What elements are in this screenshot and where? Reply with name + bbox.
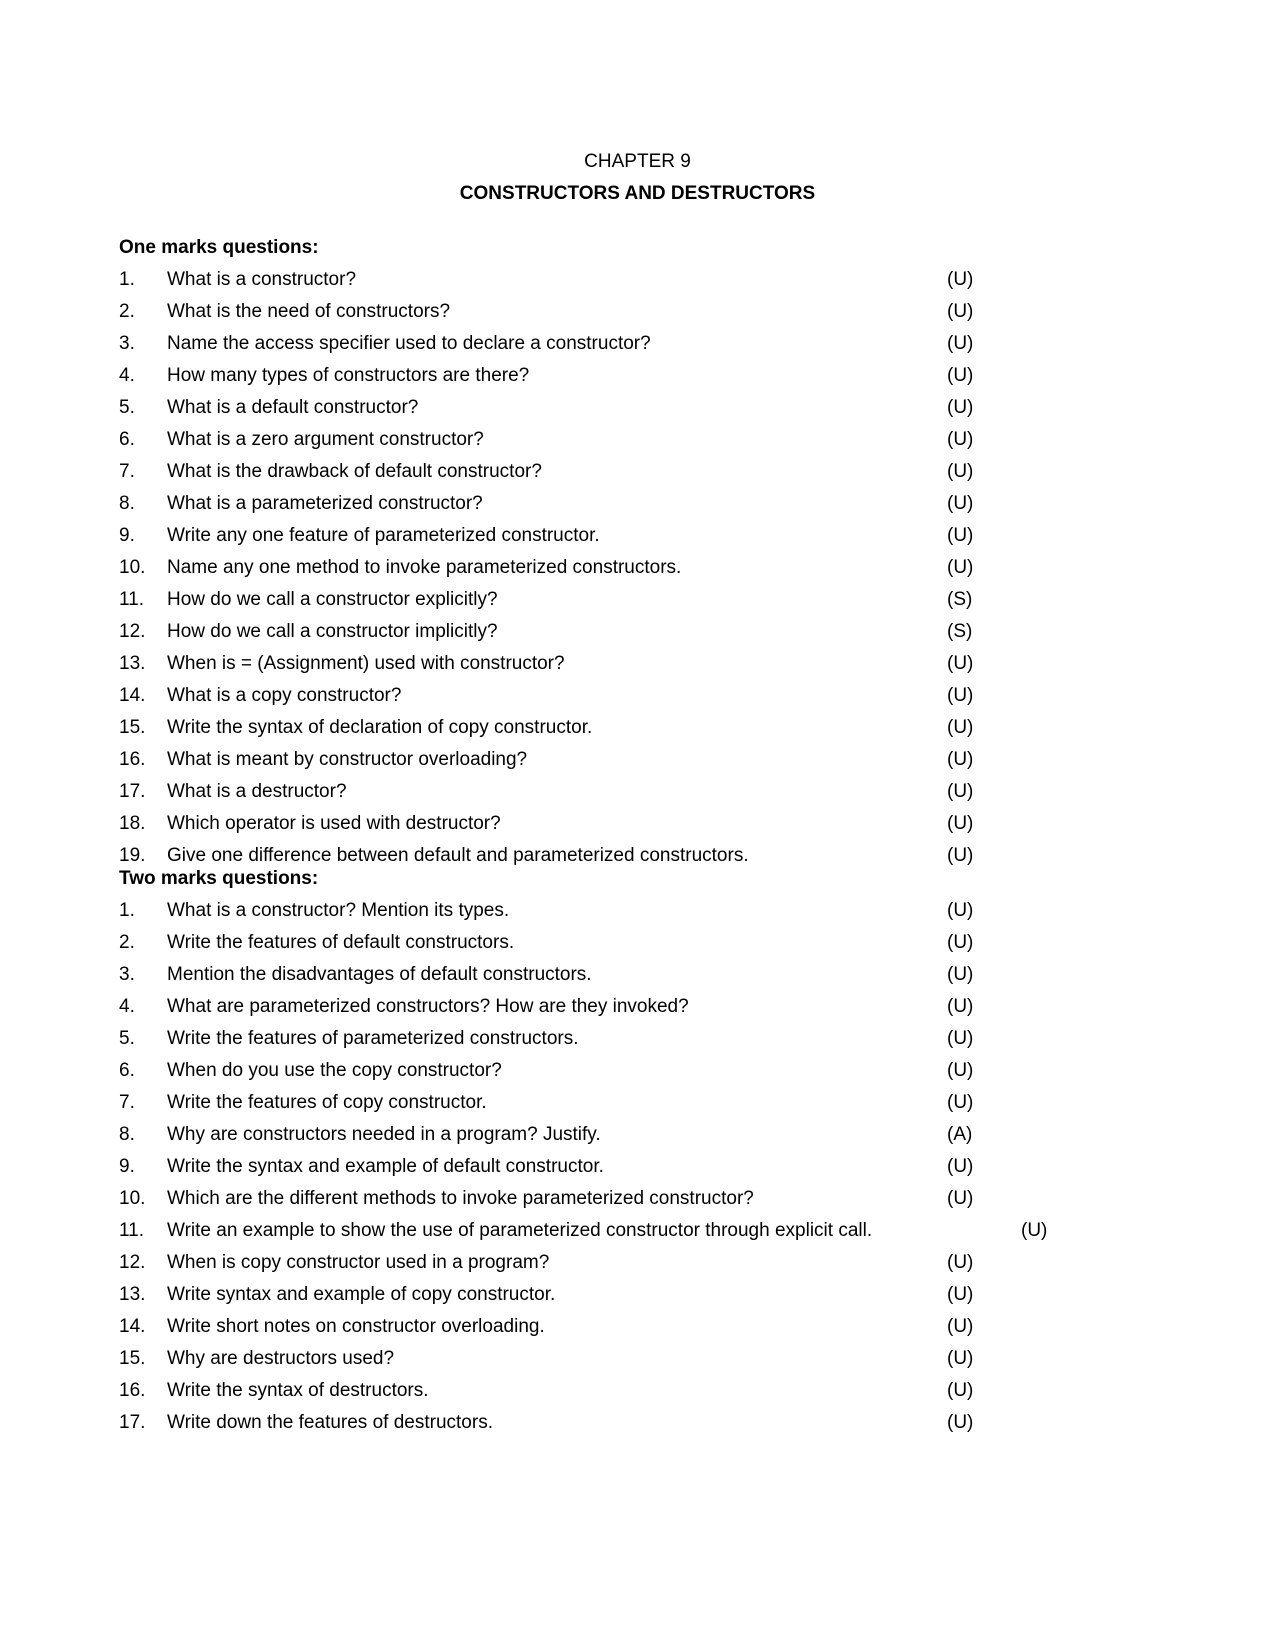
question-level-tag: (U) bbox=[947, 557, 974, 578]
question-level-tag: (U) bbox=[947, 365, 974, 386]
chapter-label: CHAPTER 9 bbox=[584, 151, 691, 172]
question-level-tag: (U) bbox=[947, 493, 974, 514]
question-level-tag: (U) bbox=[947, 1092, 974, 1113]
question-text: Why are constructors needed in a program? Justify. bbox=[167, 1124, 601, 1145]
question-text: How do we call a constructor implicitly? bbox=[167, 621, 498, 642]
question-number: 2. bbox=[119, 932, 135, 953]
question-text: Write short notes on constructor overloading. bbox=[167, 1316, 545, 1337]
question-text: Write the syntax of declaration of copy constructor. bbox=[167, 717, 593, 738]
question-row bbox=[119, 748, 1219, 780]
question-level-tag: (U) bbox=[947, 1028, 974, 1049]
question-text: Write the syntax of destructors. bbox=[167, 1380, 429, 1401]
question-text: Which are the different methods to invoke parameterized constructor? bbox=[167, 1188, 754, 1209]
question-text: When do you use the copy constructor? bbox=[167, 1060, 502, 1081]
question-text: What is a constructor? Mention its types. bbox=[167, 900, 510, 921]
question-row bbox=[119, 556, 1219, 588]
question-number: 9. bbox=[119, 1156, 135, 1177]
two-marks-section bbox=[119, 867, 1219, 1443]
section-heading-two-marks: Two marks questions: bbox=[119, 868, 319, 889]
question-number: 15. bbox=[119, 1348, 146, 1369]
question-text: What is a parameterized constructor? bbox=[167, 493, 483, 514]
question-row bbox=[119, 652, 1219, 684]
question-row bbox=[119, 1027, 1219, 1059]
question-text: Which operator is used with destructor? bbox=[167, 813, 501, 834]
question-level-tag: (U) bbox=[947, 717, 974, 738]
question-row bbox=[119, 460, 1219, 492]
question-text: What is a copy constructor? bbox=[167, 685, 402, 706]
question-text: Name the access specifier used to declare a constructor? bbox=[167, 333, 651, 354]
question-number: 5. bbox=[119, 1028, 135, 1049]
question-row bbox=[119, 1251, 1219, 1283]
question-number: 11. bbox=[119, 1220, 145, 1241]
question-row bbox=[119, 364, 1219, 396]
question-row bbox=[119, 492, 1219, 524]
question-row bbox=[119, 1123, 1219, 1155]
question-row bbox=[119, 684, 1219, 716]
question-level-tag: (U) bbox=[947, 461, 974, 482]
question-row bbox=[119, 588, 1219, 620]
question-text: Write the features of copy constructor. bbox=[167, 1092, 487, 1113]
question-number: 18. bbox=[119, 813, 146, 834]
question-level-tag: (U) bbox=[947, 685, 974, 706]
question-level-tag: (U) bbox=[947, 1412, 974, 1433]
question-number: 2. bbox=[119, 301, 135, 322]
question-number: 5. bbox=[119, 397, 135, 418]
question-number: 3. bbox=[119, 333, 135, 354]
question-level-tag: (A) bbox=[947, 1124, 973, 1145]
question-row bbox=[119, 524, 1219, 556]
question-level-tag: (U) bbox=[1021, 1220, 1048, 1241]
question-number: 1. bbox=[119, 269, 135, 290]
question-number: 8. bbox=[119, 493, 135, 514]
question-number: 14. bbox=[119, 1316, 146, 1337]
question-number: 7. bbox=[119, 1092, 135, 1113]
question-text: What is a zero argument constructor? bbox=[167, 429, 484, 450]
question-row bbox=[119, 1091, 1219, 1123]
question-number: 3. bbox=[119, 964, 135, 985]
question-level-tag: (U) bbox=[947, 749, 974, 770]
question-row bbox=[119, 1219, 1219, 1251]
question-text: What is a constructor? bbox=[167, 269, 357, 290]
question-row bbox=[119, 332, 1219, 364]
question-text: Write an example to show the use of parameterized constructor through explicit call. bbox=[167, 1220, 873, 1241]
question-number: 13. bbox=[119, 1284, 146, 1305]
one-marks-question-list bbox=[119, 268, 1219, 876]
question-level-tag: (S) bbox=[947, 589, 973, 610]
question-level-tag: (U) bbox=[947, 1156, 974, 1177]
question-text: Write the features of default constructors. bbox=[167, 932, 515, 953]
question-row bbox=[119, 1379, 1219, 1411]
question-number: 1. bbox=[119, 900, 135, 921]
question-text: Write the features of parameterized constructors. bbox=[167, 1028, 579, 1049]
question-number: 8. bbox=[119, 1124, 135, 1145]
question-level-tag: (U) bbox=[947, 1284, 974, 1305]
question-row bbox=[119, 300, 1219, 332]
question-number: 16. bbox=[119, 749, 146, 770]
question-level-tag: (U) bbox=[947, 525, 974, 546]
question-level-tag: (U) bbox=[947, 1316, 974, 1337]
question-row bbox=[119, 716, 1219, 748]
one-marks-section bbox=[119, 236, 1219, 876]
question-number: 6. bbox=[119, 429, 135, 450]
question-level-tag: (U) bbox=[947, 781, 974, 802]
question-text: Write any one feature of parameterized constructor. bbox=[167, 525, 600, 546]
question-row bbox=[119, 268, 1219, 300]
question-text: When is copy constructor used in a program? bbox=[167, 1252, 550, 1273]
question-row bbox=[119, 812, 1219, 844]
question-number: 17. bbox=[119, 1412, 146, 1433]
question-text: What are parameterized constructors? How are they invoked? bbox=[167, 996, 689, 1017]
question-level-tag: (U) bbox=[947, 397, 974, 418]
chapter-title: CONSTRUCTORS AND DESTRUCTORS bbox=[459, 183, 816, 204]
question-level-tag: (U) bbox=[947, 269, 974, 290]
question-number: 14. bbox=[119, 685, 146, 706]
question-text: Why are destructors used? bbox=[167, 1348, 395, 1369]
question-level-tag: (U) bbox=[947, 1252, 974, 1273]
question-row bbox=[119, 1155, 1219, 1187]
question-level-tag: (U) bbox=[947, 1348, 974, 1369]
question-number: 4. bbox=[119, 365, 135, 386]
question-number: 10. bbox=[119, 557, 146, 578]
question-text: How many types of constructors are there? bbox=[167, 365, 530, 386]
question-row bbox=[119, 1059, 1219, 1091]
question-level-tag: (U) bbox=[947, 964, 974, 985]
question-number: 17. bbox=[119, 781, 146, 802]
question-number: 9. bbox=[119, 525, 135, 546]
question-text: What is meant by constructor overloading? bbox=[167, 749, 528, 770]
question-level-tag: (U) bbox=[947, 333, 974, 354]
question-row bbox=[119, 1283, 1219, 1315]
question-number: 12. bbox=[119, 1252, 146, 1273]
question-number: 7. bbox=[119, 461, 135, 482]
question-row bbox=[119, 780, 1219, 812]
question-number: 6. bbox=[119, 1060, 135, 1081]
question-level-tag: (U) bbox=[947, 1060, 974, 1081]
question-text: What is the need of constructors? bbox=[167, 301, 451, 322]
question-row bbox=[119, 428, 1219, 460]
question-row bbox=[119, 396, 1219, 428]
question-level-tag: (U) bbox=[947, 301, 974, 322]
question-row bbox=[119, 1347, 1219, 1379]
question-level-tag: (U) bbox=[947, 845, 974, 866]
question-row bbox=[119, 995, 1219, 1027]
question-row bbox=[119, 899, 1219, 931]
question-row bbox=[119, 1315, 1219, 1347]
question-text: When is = (Assignment) used with constructor? bbox=[167, 653, 565, 674]
question-text: Write down the features of destructors. bbox=[167, 1412, 493, 1433]
question-level-tag: (U) bbox=[947, 1188, 974, 1209]
question-number: 13. bbox=[119, 653, 146, 674]
question-level-tag: (U) bbox=[947, 813, 974, 834]
question-level-tag: (U) bbox=[947, 932, 974, 953]
question-text: Write the syntax and example of default constructor. bbox=[167, 1156, 604, 1177]
question-text: What is the drawback of default constructor? bbox=[167, 461, 542, 482]
question-text: What is a destructor? bbox=[167, 781, 347, 802]
question-text: What is a default constructor? bbox=[167, 397, 419, 418]
question-number: 4. bbox=[119, 996, 135, 1017]
question-level-tag: (U) bbox=[947, 900, 974, 921]
question-text: How do we call a constructor explicitly? bbox=[167, 589, 498, 610]
question-row bbox=[119, 931, 1219, 963]
section-heading-one-marks: One marks questions: bbox=[119, 237, 319, 258]
question-row bbox=[119, 1411, 1219, 1443]
question-row bbox=[119, 620, 1219, 652]
question-level-tag: (U) bbox=[947, 1380, 974, 1401]
question-level-tag: (U) bbox=[947, 429, 974, 450]
two-marks-question-list bbox=[119, 899, 1219, 1443]
question-text: Write syntax and example of copy constructor. bbox=[167, 1284, 556, 1305]
question-number: 11. bbox=[119, 589, 145, 610]
question-level-tag: (U) bbox=[947, 653, 974, 674]
question-number: 16. bbox=[119, 1380, 146, 1401]
question-text: Name any one method to invoke parameterized constructors. bbox=[167, 557, 682, 578]
question-number: 10. bbox=[119, 1188, 146, 1209]
question-number: 15. bbox=[119, 717, 146, 738]
question-row bbox=[119, 1187, 1219, 1219]
question-text: Mention the disadvantages of default constructors. bbox=[167, 964, 592, 985]
question-text: Give one difference between default and parameterized constructors. bbox=[167, 845, 749, 866]
question-level-tag: (U) bbox=[947, 996, 974, 1017]
question-row bbox=[119, 963, 1219, 995]
question-number: 19. bbox=[119, 845, 146, 866]
question-level-tag: (S) bbox=[947, 621, 973, 642]
question-number: 12. bbox=[119, 621, 146, 642]
